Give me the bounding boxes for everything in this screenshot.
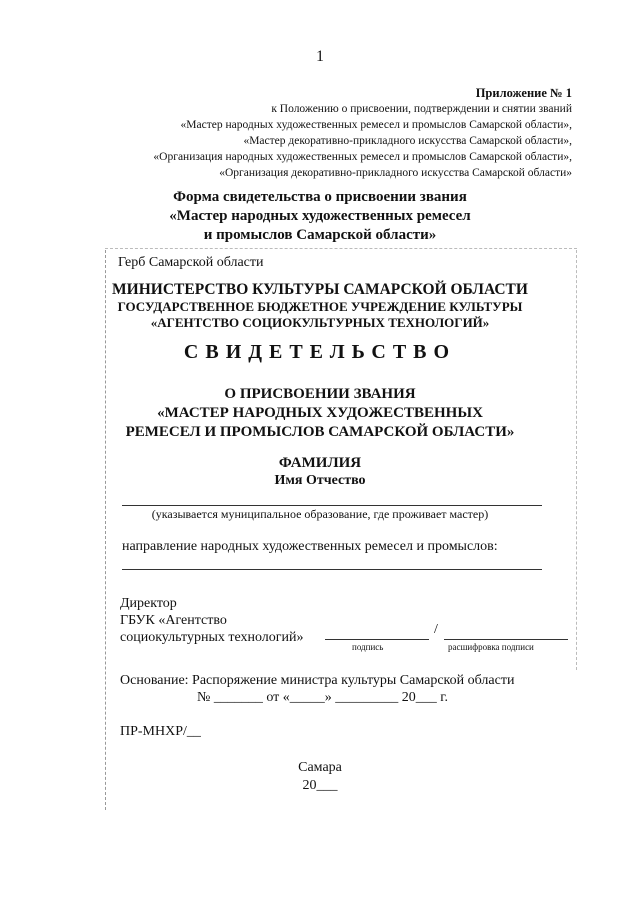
issue-year: 20___ [302, 778, 338, 793]
director-line: ГБУК «Агентство [120, 613, 227, 628]
appendix-title: Приложение № 1 [475, 86, 572, 100]
director-line: Директор [120, 596, 177, 611]
form-title-line: «Мастер народных художественных ремесел [169, 208, 471, 224]
signature-decryption-line [444, 639, 568, 640]
certificate-frame-left [105, 250, 106, 810]
craft-direction-line [122, 569, 542, 570]
form-title-line: и промыслов Самарской области» [203, 227, 437, 243]
director-block [120, 595, 304, 646]
signature-line [325, 639, 429, 640]
municipality-caption: (указывается муниципальное образование, где проживает мастер) [151, 507, 489, 521]
award-line: О ПРИСВОЕНИИ ЗВАНИЯ [224, 386, 416, 402]
basis-line: Основание: Распоряжение министра культуры Самарской области [120, 673, 515, 688]
director-line: социокультурных технологий» [120, 630, 304, 645]
page-number: 1 [316, 48, 324, 65]
signature-caption: подпись [352, 642, 384, 652]
order-number-line: № _______ от «_____» _________ 20___ г. [197, 690, 448, 705]
appendix-line: «Мастер декоративно-прикладного искусства Самарской области», [243, 135, 572, 147]
coat-of-arms-placeholder: Герб Самарской области [118, 255, 264, 270]
appendix-line: «Организация народных художественных ремесел и промыслов Самарской области», [153, 151, 572, 163]
ministry-name: МИНИСТЕРСТВО КУЛЬТУРЫ САМАРСКОЙ ОБЛАСТИ [112, 281, 528, 298]
appendix-line: к Положению о присвоении, подтверждении и снятии званий [271, 103, 572, 115]
appendix-line: «Мастер народных художественных ремесел и промыслов Самарской области», [180, 119, 572, 131]
institution-name: «АГЕНТСТВО СОЦИОКУЛЬТУРНЫХ ТЕХНОЛОГИЙ» [150, 315, 490, 330]
appendix-line: «Организация декоративно-прикладного искусства Самарской области» [219, 167, 572, 179]
decryption-caption: расшифровка подписи [448, 642, 534, 652]
issue-city: Самара [298, 760, 342, 775]
institution-type: ГОСУДАРСТВЕННОЕ БЮДЖЕТНОЕ УЧРЕЖДЕНИЕ КУЛЬТУРЫ [117, 299, 523, 314]
award-line: «МАСТЕР НАРОДНЫХ ХУДОЖЕСТВЕННЫХ [157, 405, 483, 421]
recipient-given-names: Имя Отчество [274, 473, 366, 488]
craft-direction-label: направление народных художественных ремесел и промыслов: [122, 539, 498, 554]
municipality-line [122, 505, 542, 506]
certificate-title: СВИДЕТЕЛЬСТВО [183, 341, 457, 363]
appendix-block [52, 85, 572, 181]
form-title-line: Форма свидетельства о присвоении звания [173, 189, 467, 205]
certificate-number: ПР-МНХР/__ [120, 724, 201, 739]
certificate-frame-top [105, 248, 577, 249]
signature-separator: / [434, 622, 438, 637]
award-line: РЕМЕСЕЛ И ПРОМЫСЛОВ САМАРСКОЙ ОБЛАСТИ» [125, 424, 515, 440]
award-title [0, 385, 640, 442]
form-title [0, 188, 640, 245]
recipient-surname: ФАМИЛИЯ [278, 455, 362, 471]
issuer-header [0, 280, 640, 331]
